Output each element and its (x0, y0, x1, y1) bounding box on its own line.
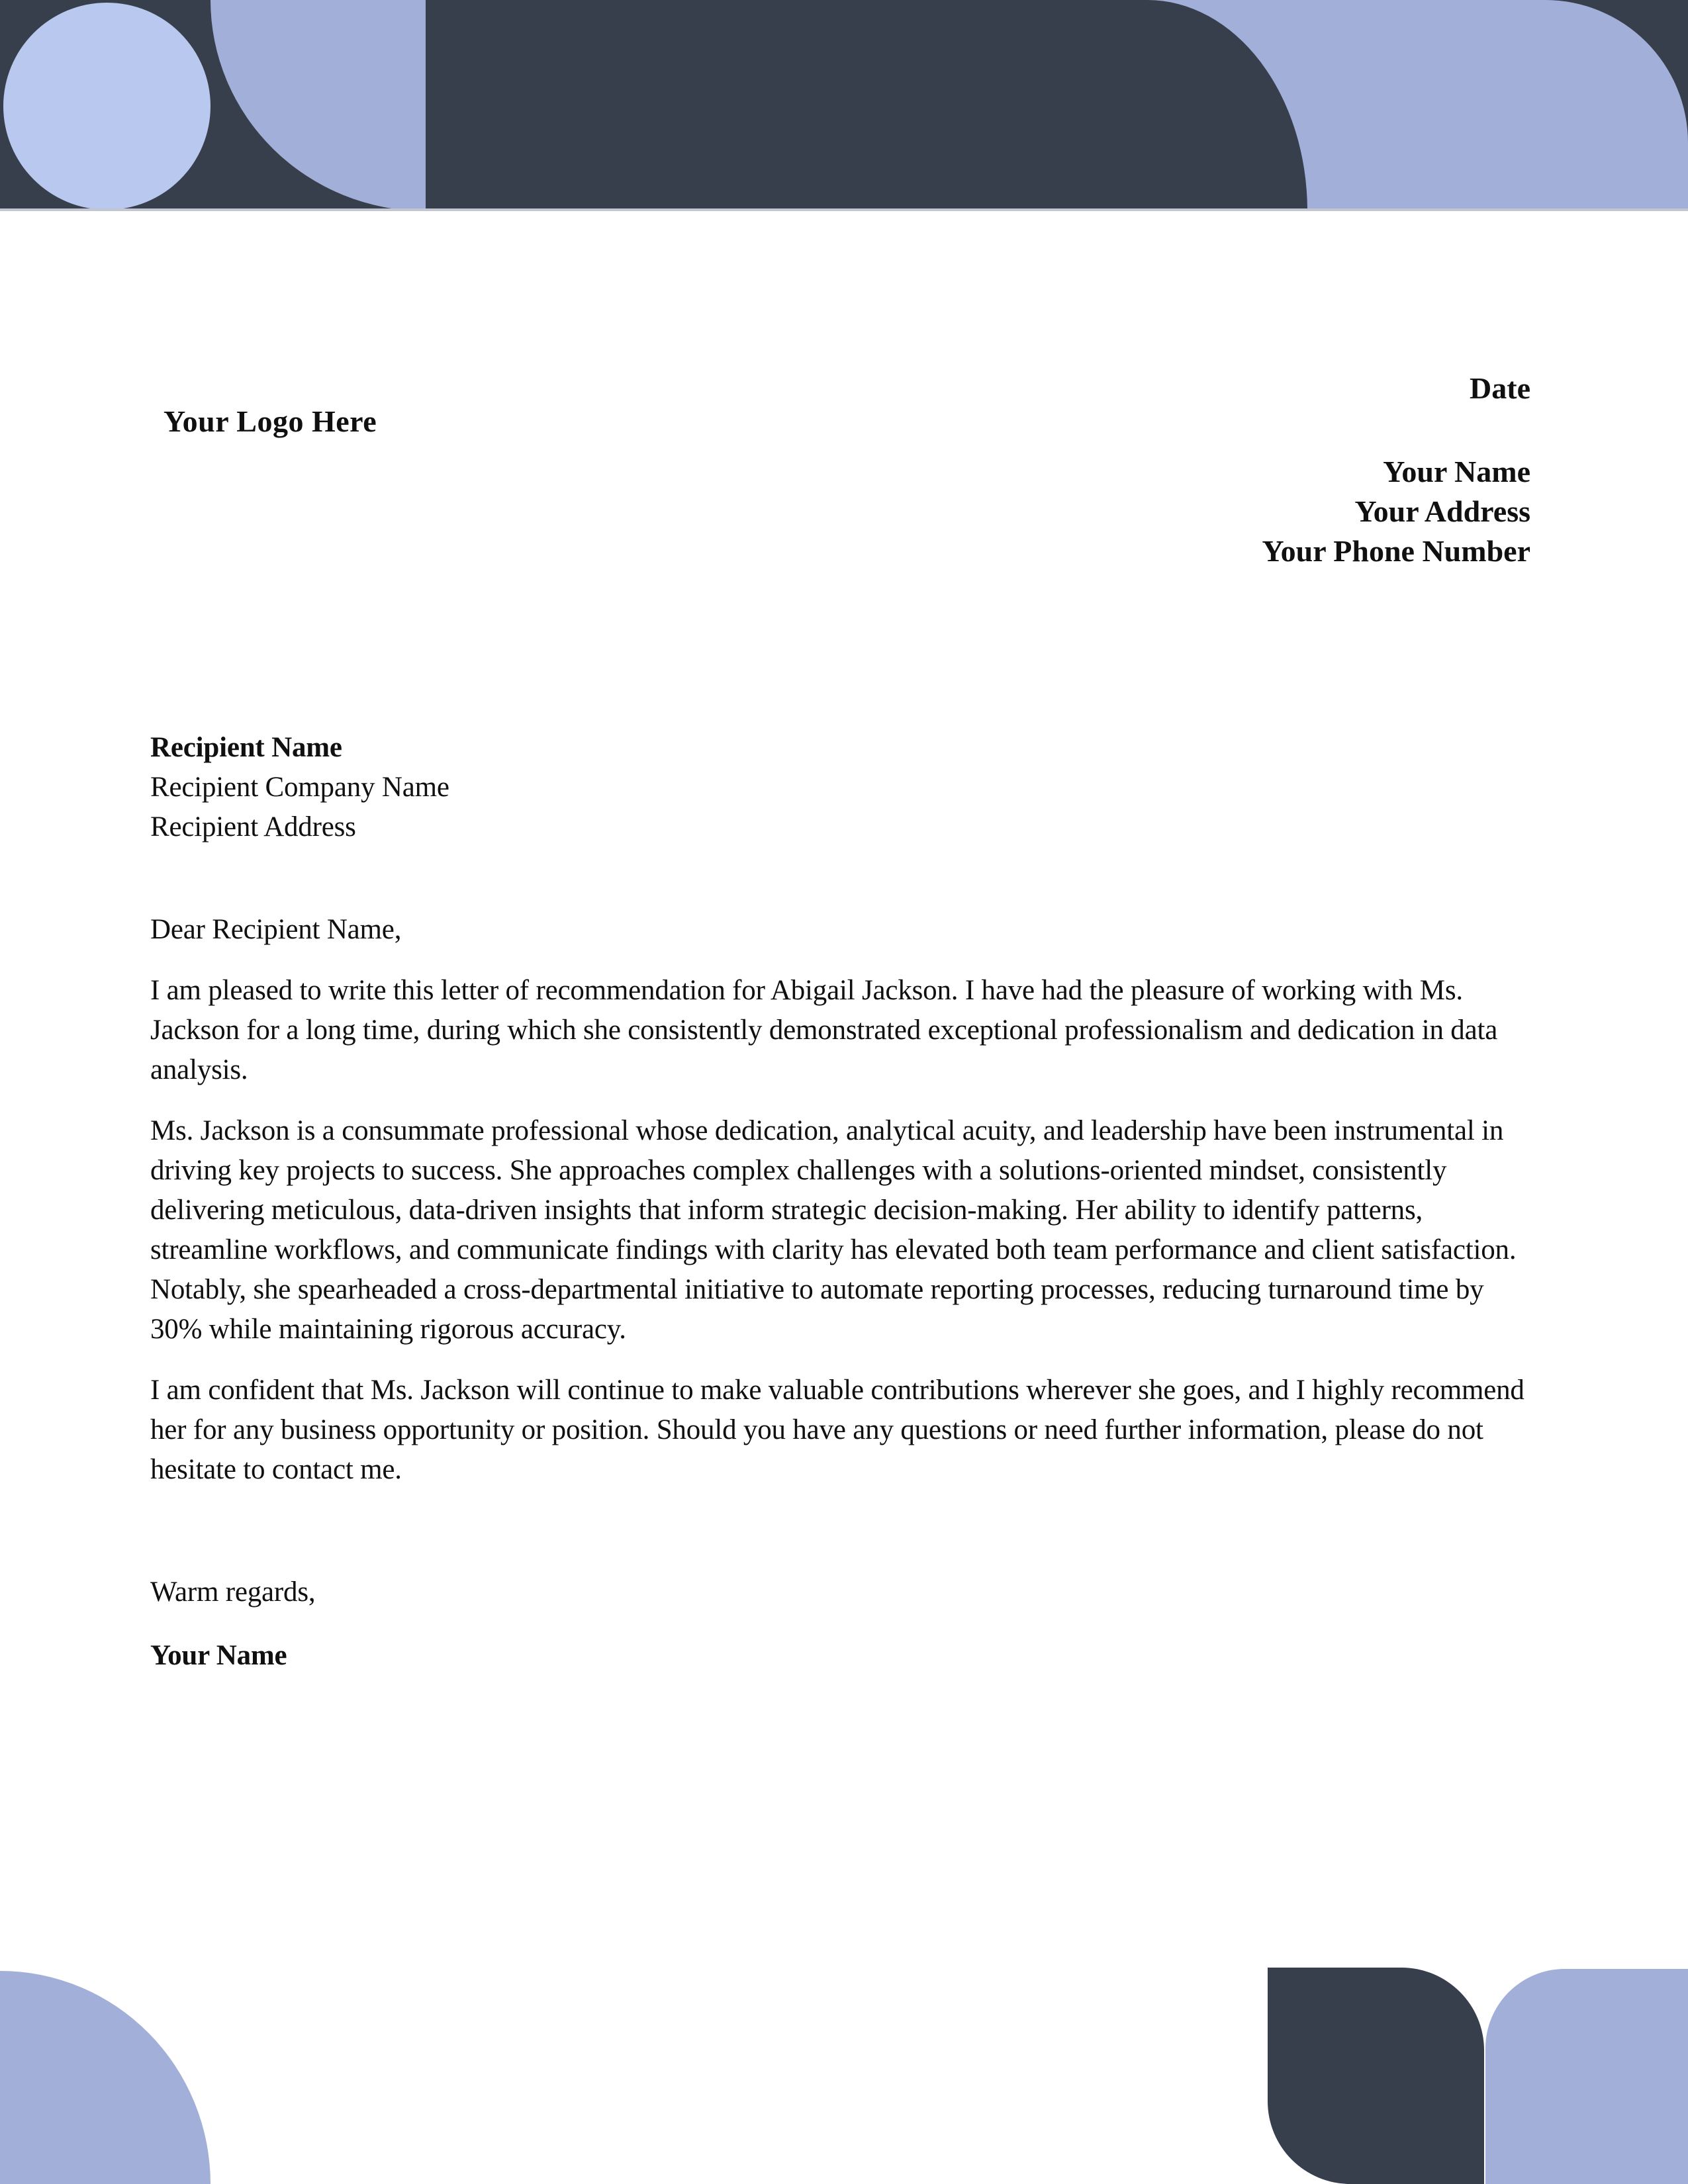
sender-phone: Your Phone Number (1262, 534, 1530, 568)
decor-footer-periwinkle-leaf (1485, 1969, 1688, 2184)
letter-body (150, 728, 1540, 1676)
closing-phrase: Warm regards, (150, 1576, 316, 1608)
paragraph-2: Ms. Jackson is a consummate professional whose dedication, analytical acuity, and leadership have been instrumental in driving key projects to success. She approaches complex challenges with a solutions-oriented mindset, consistently delivering meticulous, data-driven insights that inform strategic decision-making. Her ability to identify patterns, streamline workflows, and communicate findings with clarity has elevated both team performance and client satisfaction. Notably, she spearheaded a cross-departmental initiative to automate reporting processes, reducing turnaround time by 30% while maintaining rigorous accuracy. (150, 1115, 1517, 1345)
decor-footer-quarter-disc-left (0, 1971, 211, 2184)
sender-address: Your Address (1354, 494, 1530, 528)
paragraph-1: I am pleased to write this letter of recommendation for Abigail Jackson. I have had the pleasure of working with Ms. Jackson for a long time, during which she consistently demonstrated exceptional professionalism and dedication in data analysis. (150, 975, 1498, 1085)
decor-footer-navy-leaf (1268, 1968, 1484, 2184)
date-label: Date (1470, 371, 1530, 405)
paragraph-3: I am confident that Ms. Jackson will continue to make valuable contributions wherever she goes, and I highly recommend her for any business opportunity or position. Should you have any questions or need further information, please do not hesitate to contact me. (150, 1375, 1524, 1485)
recipient-company: Recipient Company Name (150, 772, 449, 803)
recipient-address: Recipient Address (150, 811, 356, 842)
recipient-name: Recipient Name (150, 732, 342, 763)
signature-name: Your Name (150, 1640, 287, 1671)
sender-name: Your Name (1383, 455, 1530, 488)
salutation: Dear Recipient Name, (150, 914, 402, 945)
decor-light-blue-circle (3, 3, 211, 210)
header-banner (0, 0, 1688, 211)
logo-text: Your Logo Here (164, 404, 377, 438)
sender-block (1262, 369, 1530, 571)
